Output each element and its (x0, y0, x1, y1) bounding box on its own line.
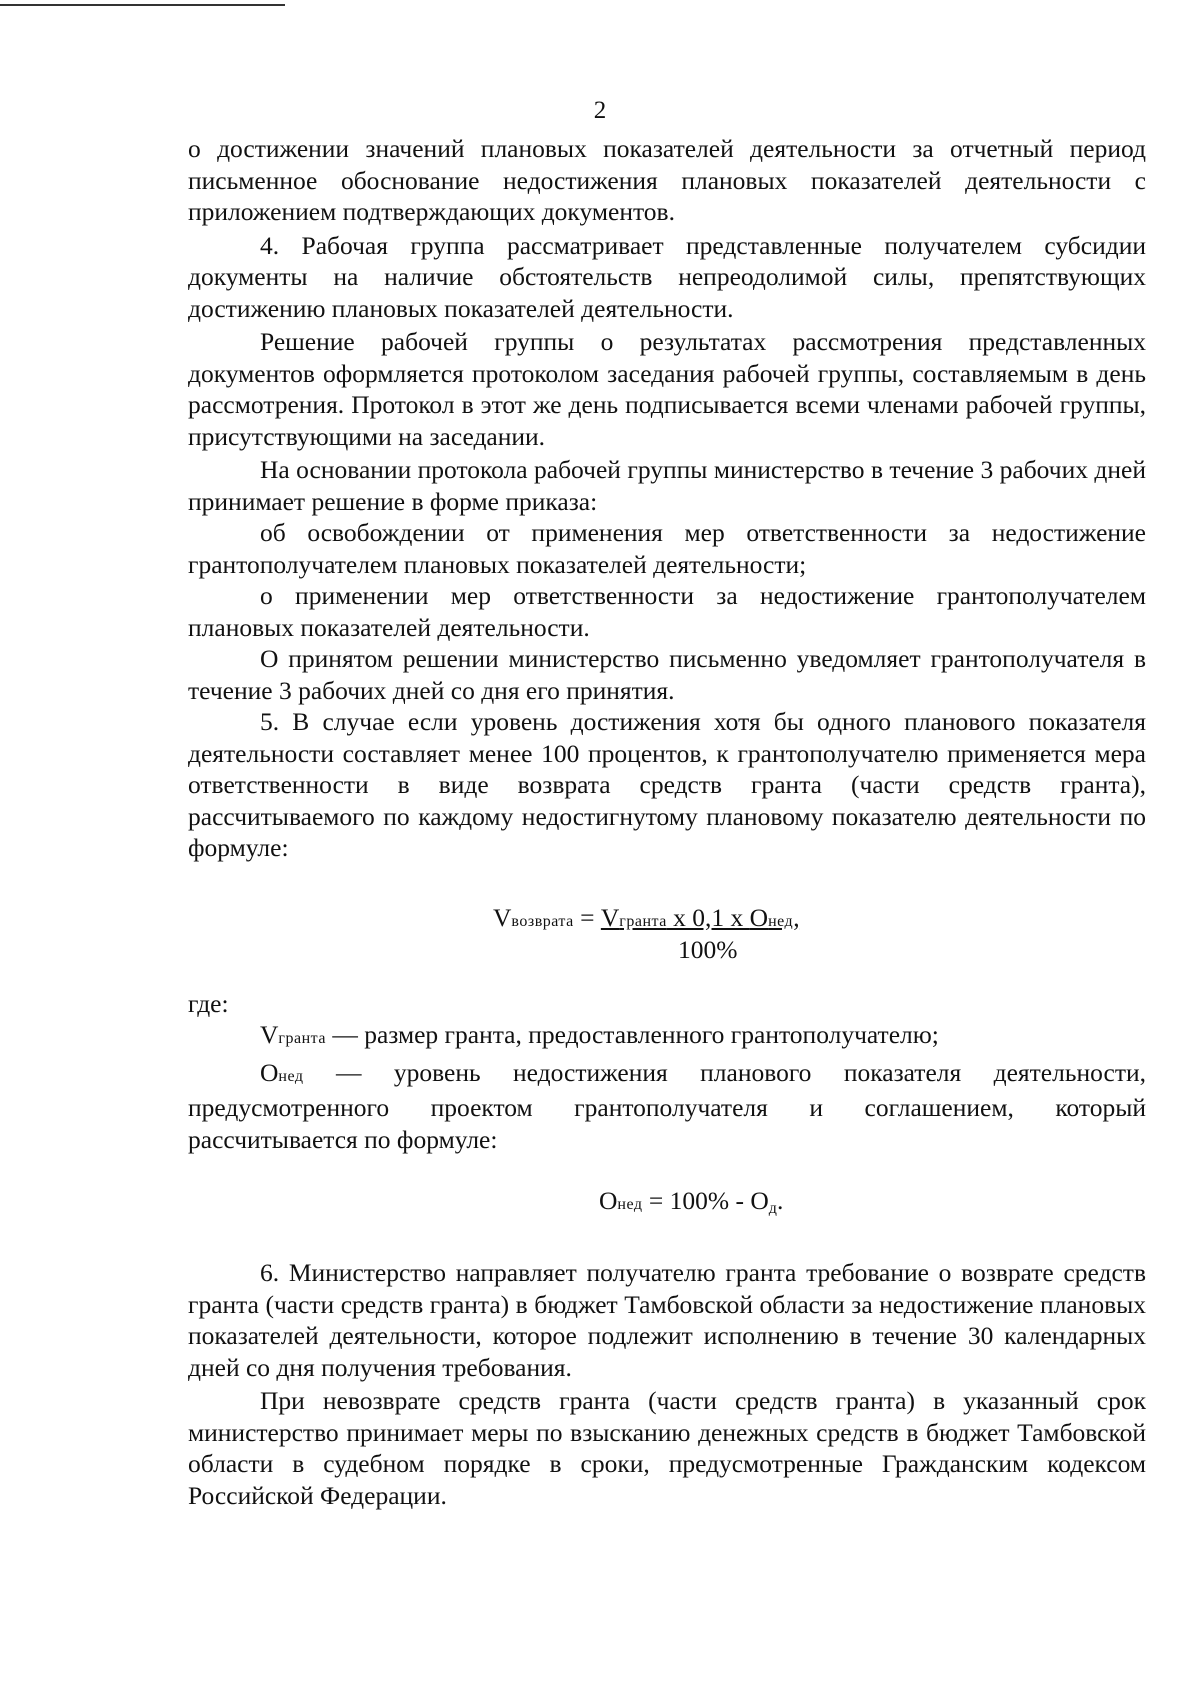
formula-tail: , (793, 902, 800, 932)
formula-v-letter: V (600, 902, 620, 932)
formula-lhs-letter: V (493, 902, 512, 932)
definition-v-grant (188, 1019, 1146, 1055)
formula-v-sub: гранта (619, 912, 667, 930)
formula2-tail: . (776, 1186, 784, 1215)
formula2-rhs: = 100% - О (642, 1186, 769, 1215)
def1-letter: V (260, 1020, 279, 1049)
formula-return-numerator (493, 902, 800, 938)
page-number: 2 (593, 97, 607, 124)
def2-sub: нед (278, 1067, 304, 1085)
formula-equals: = (573, 902, 601, 932)
paragraph-5: об освобождении от применения мер ответственности за недостижение грантополучателем плановых показателей деятельности; (188, 518, 1146, 579)
paragraph-6: о применении мер ответственности за недостижение грантополучателем плановых показателей деятельности. (188, 581, 1146, 642)
paragraph-7: О принятом решении министерство письменно уведомляет грантополучателя в течение 3 рабочих дней со дня его принятия. (188, 644, 1146, 705)
paragraph-1: о достижении значений плановых показателей деятельности за отчетный период письменное обоснование недостижения плановых показателей деятельности с приложением подтверждающих документов. (188, 134, 1146, 226)
paragraph-10: При невозврате средств гранта (части средств гранта) в указанный срок министерство принимает меры по взысканию денежных средств в бюджет Тамбовской области в судебном порядке в сроки, предусмотренные Гражданским кодексом Российской Федерации. (188, 1386, 1146, 1510)
formula-return (188, 864, 1146, 982)
paragraph-9: 6. Министерство направляет получателю гранта требование о возврате средств гранта (части средств гранта) в бюджет Тамбовской области за недостижение плановых показателей деятельности, которое подлежит исполнению в течение 30 календарных дней со дня получения требования. (188, 1258, 1146, 1382)
formula-mult: х 0,1 х (666, 902, 750, 932)
def2-letter: О (260, 1057, 279, 1087)
paragraph-4: На основании протокола рабочей группы министерство в течение 3 рабочих дней принимает решение в форме приказа: (188, 455, 1146, 516)
def2-text: — уровень недостижения планового показателя деятельности, предусмотренного проектом грантополучателя и соглашением, который рассчитывается по формуле: (188, 1057, 1146, 1154)
paragraph-2: 4. Рабочая группа рассматривает представленные получателем субсидии документы на наличие обстоятельств непреодолимой силы, препятствующих достижению плановых показателей деятельности. (188, 230, 1146, 323)
formula-return-denominator: 100% (678, 934, 738, 964)
formula2-rhs-sub: д (768, 1200, 777, 1217)
formula-o-letter: О (749, 902, 769, 932)
paragraph-3: Решение рабочей группы о результатах рассмотрения представленных документов оформляется протоколом заседания рабочей группы, составляемым в день рассмотрения. Протокол в этот же день подписывается всеми членами рабочей группы, присутствующими на заседании. (188, 327, 1146, 451)
formula-o-sub: нед (768, 912, 794, 930)
def1-text: — размер гранта, предоставленного грантополучателю; (325, 1020, 939, 1049)
document-body (188, 133, 1146, 1511)
def1-sub: гранта (278, 1030, 326, 1047)
definition-o-ned (188, 1057, 1146, 1156)
header-rule (0, 4, 285, 6)
formula-o-ned (188, 1155, 1146, 1247)
formula-lhs-sub: возврата (511, 912, 574, 930)
formula-o-ned-line (599, 1185, 783, 1225)
formula2-lhs-letter: О (599, 1186, 618, 1215)
paragraph-8: 5. В случае если уровень достижения хотя бы одного планового показателя деятельности составляет менее 100 процентов, к грантополучателю применяется мера ответственности в виде возврата средств гранта (части средств гранта), рассчитываемого по каждому недостигнутому плановому показателю деятельности по формуле: (188, 707, 1146, 862)
where-label: где: (188, 988, 229, 1018)
formula2-lhs-sub: нед (617, 1196, 643, 1213)
formula-numerator-underlined (601, 903, 800, 932)
